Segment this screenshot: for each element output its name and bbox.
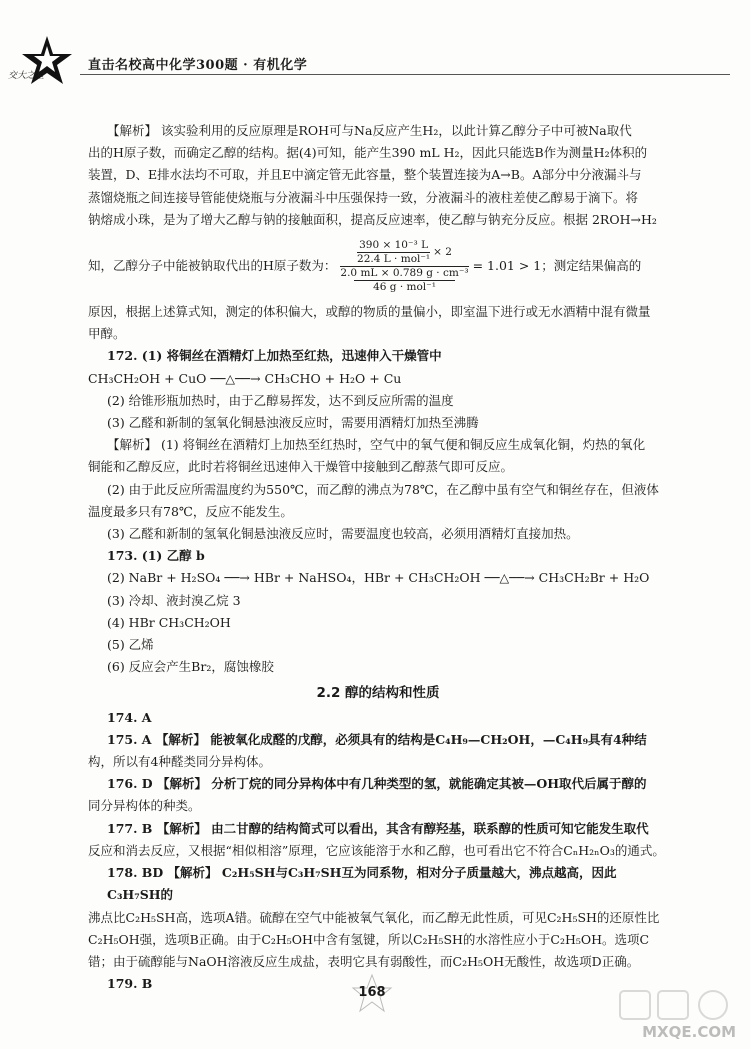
text-line: 装置，D、E排水法均不可取，并且E中滴定管无此容量，整个装置连接为A→B。A部分中分液漏斗与 (88, 167, 642, 183)
formula-den-top: 2.0 mL × 0.789 g · cm⁻³ (340, 266, 469, 279)
header-motto: 交大之星 (8, 71, 45, 81)
text-line: 【解析】 (1) 将铜丝在酒精灯上加热至红热时，空气中的氧气便和铜反应生成氧化铜，灼热的氧化 (107, 437, 646, 453)
text-line: 温度最多只有78℃，反应不能发生。 (88, 503, 293, 519)
text-line: 175. A 【解析】 能被氧化成醛的戊醇，必须具有的结构是C₄H₉—CH₂OH，—C₄H₉具有4种结 (107, 731, 647, 747)
text-line: C₂H₅OH强，选项B正确。由于C₂H₅OH中含有氢键，所以C₂H₅SH的水溶性应小于C₂H₅OH。选项C (88, 931, 650, 947)
text-line: (6) 反应会产生Br₂，腐蚀橡胶 (107, 659, 274, 675)
text-line: 172. (1) 将铜丝在酒精灯上加热至红热，迅速伸入干燥管中 (107, 348, 442, 364)
text-line: (2) NaBr + H₂SO₄ ──→ HBr + NaHSO₄，HBr + CH₃CH₂OH ──△──→ CH₃CH₂Br + H₂O (107, 570, 650, 586)
formula-fraction (340, 239, 468, 294)
text-line: 178. BD 【解析】 C₂H₅SH与C₃H₇SH互为同系物，相对分子质量越大，沸点越高，因此C₃H₇SH的 (107, 865, 617, 903)
text-line: 176. D 【解析】 分析丁烷的同分异构体中有几种类型的氢，就能确定其被—OH取代后属于醇的 (107, 776, 647, 792)
text-line: (5) 乙烯 (107, 637, 154, 653)
text-line: 174. A (107, 709, 152, 725)
text-line: 钠熔成小珠，是为了增大乙醇与钠的接触面积，提高反应速率，使乙醇与钠充分反应。根据 2ROH→H₂ (88, 211, 657, 227)
text-line: 【解析】 该实验利用的反应原理是ROH可与Na反应产生H₂，以此计算乙醇分子中可被Na取代 (107, 123, 632, 138)
h-atom-formula (88, 233, 668, 299)
text-line: (3) 冷却、液封溴乙烷 3 (107, 592, 241, 608)
formula-den-bottom: 46 g · mol⁻¹ (373, 280, 436, 293)
text-line: 构，所以有4种醛类同分异构体。 (88, 754, 271, 770)
text-line: CH₃CH₂OH + CuO ──△──→ CH₃CHO + H₂O + Cu (88, 370, 402, 386)
formula-times: × 2 (433, 245, 452, 258)
formula-lead: 知，乙醇分子中能被钠取代出的H原子数为： (88, 257, 337, 273)
text-line: 反应和消去反应，又根据“相似相溶”原理，它应该能溶于水和乙醇，也可看出它不符合CₙH₂ₙO₃的通式。 (88, 842, 665, 858)
page-content (88, 120, 668, 995)
text-line: 错；由于硫醇能与NaOH溶液反应生成盐，表明它具有弱酸性，而C₂H₅OH无酸性，故选项D正确。 (88, 953, 640, 969)
text-line: 原因，根据上述算式知，测定的体积偏大，或醇的物质的量偏小，即室温下进行或无水酒精中混有微量 (88, 304, 651, 320)
header-title: 直击名校高中化学300题 · 有机化学 (88, 58, 308, 73)
text-line: (2) 由于此反应所需温度约为550℃，而乙醇的沸点为78℃，在乙醇中虽有空气和铜丝存在，但液体 (107, 481, 659, 497)
text-line: 同分异构体的种类。 (88, 798, 201, 814)
text-line: 沸点比C₂H₅SH高，选项A错。硫醇在空气中能被氧气氧化，而乙醇无此性质，可见C₂H₅SH的还原性比 (88, 909, 660, 925)
header-divider (80, 74, 730, 75)
text-line: 甲醇。 (88, 326, 126, 342)
text-line: (2) 给锥形瓶加热时，由于乙醇易挥发，达不到反应所需的温度 (107, 392, 454, 408)
text-line: 铜能和乙醇反应，此时若将铜丝迅速伸入干燥管中接触到乙醇蒸气即可反应。 (88, 459, 514, 475)
formula-num-top: 390 × 10⁻³ L (359, 238, 429, 251)
text-line: 173. (1) 乙醇 b (107, 548, 205, 564)
text-line: (4) HBr CH₃CH₂OH (107, 614, 231, 630)
page-number: 168 (342, 985, 402, 1000)
formula-num-bottom: 22.4 L · mol⁻¹ (357, 252, 431, 265)
text-line: 177. B 【解析】 由二甘醇的结构简式可以看出，其含有醇羟基，联系醇的性质可知它能发生取代 (107, 820, 649, 836)
text-line: (3) 乙醛和新制的氢氧化铜悬浊液反应时，需要温度也较高，必须用酒精灯直接加热。 (107, 526, 579, 542)
watermark-url: MXQE.COM (642, 1023, 736, 1041)
text-line: 179. B (107, 976, 153, 992)
formula-tail: = 1.01 > 1；测定结果偏高的 (472, 257, 642, 273)
text-line: 蒸馏烧瓶之间连接导管能使烧瓶与分液漏斗中压强保持一致，分液漏斗的液柱差使乙醇易于滴下。将 (88, 189, 639, 205)
text-line: (3) 乙醛和新制的氢氧化铜悬浊液反应时，需要用酒精灯加热至沸腾 (107, 415, 479, 431)
section-title: 2.2 醇的结构和性质 (316, 685, 440, 702)
star-logo-icon (18, 32, 76, 92)
text-line: 出的H原子数，而确定乙醇的结构。据(4)可知，能产生390 mL H₂，因此只能选B作为测量H₂体积的 (88, 145, 648, 161)
